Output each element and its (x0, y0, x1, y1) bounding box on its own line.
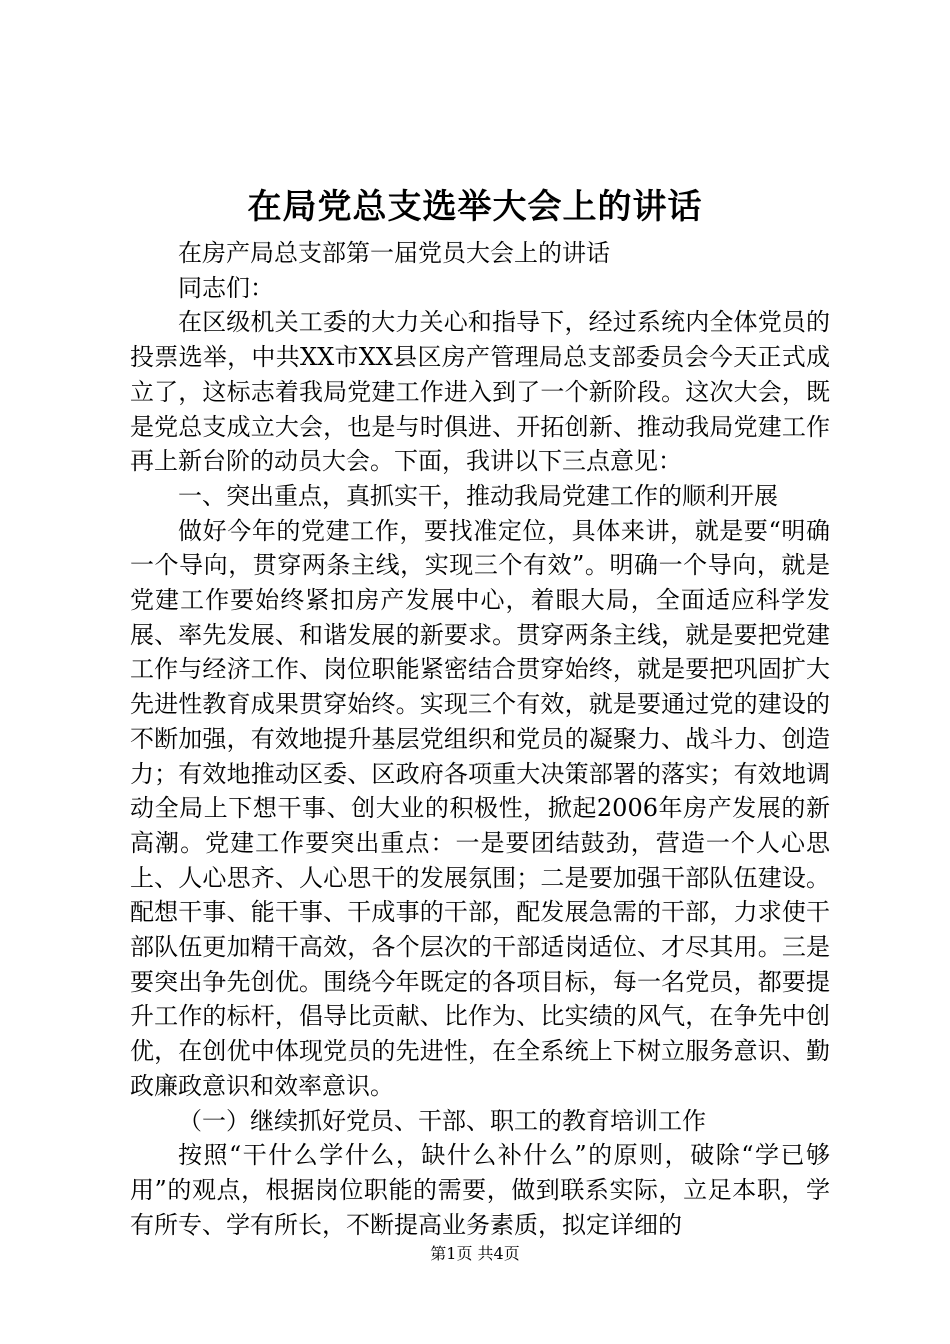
section-heading: 一、突出重点，真抓实干，推动我局党建工作的顺利开展 (178, 481, 778, 510)
document-title: 在局党总支选举大会上的讲话 (247, 187, 703, 227)
salutation-paragraph: 同志们： (178, 273, 274, 302)
subsection-heading: （一）继续抓好党员、干部、职工的教育培训工作 (178, 1106, 706, 1135)
page-number: 第1页 共4页 (430, 1244, 520, 1263)
document-body (130, 236, 830, 1242)
body-paragraph: 做好今年的党建工作，要找准定位，具体来讲，就是要“明确一个导向，贯穿两条主线，实现三个有效”。明确一个导向，就是党建工作要始终紧扣房产发展中心，着眼大局，全面适应科学发展、率先发展、和谐发展的新要求。贯穿两条主线，就是要把党建工作与经济工作、岗位职能紧密结合贯穿始终，就是要把巩固扩大先进性教育成果贯穿始终。实现三个有效，就是要通过党的建设的不断加强，有效地提升基层党组织和党员的凝聚力、战斗力、创造力；有效地推动区委、区政府各项重大决策部署的落实；有效地调动全局上下想干事、创大业的积极性，掀起2006年房产发展的新高潮。党建工作要突出重点：一是要团结鼓劲，营造一个人心思上、人心思齐、人心思干的发展氛围；二是要加强干部队伍建设。配想干事、能干事、干成事的干部，配发展急需的干部，力求使干部队伍更加精干高效，各个层次的干部适岗适位、才尽其用。三是要突出争先创优。围绕今年既定的各项目标，每一名党员，都要提升工作的标杆，倡导比贡献、比作为、比实绩的风气，在争先中创优，在创优中体现党员的先进性，在全系统上下树立服务意识、勤政廉政意识和效率意识。 (130, 516, 830, 1100)
body-paragraph: 在区级机关工委的大力关心和指导下，经过系统内全体党员的投票选举，中共XX市XX县区房产管理局总支部委员会今天正式成立了，这标志着我局党建工作进入到了一个新阶段。这次大会，既是党总支成立大会，也是与时俱进、开拓创新、推动我局党建工作再上新台阶的动员大会。下面，我讲以下三点意见： (130, 308, 830, 476)
subtitle-paragraph: 在房产局总支部第一届党员大会上的讲话 (178, 239, 610, 267)
body-paragraph: 按照“干什么学什么，缺什么补什么”的原则，破除“学已够用”的观点，根据岗位职能的需要，做到联系实际，立足本职，学有所专、学有所长，不断提高业务素质，拟定详细的 (130, 1141, 830, 1239)
